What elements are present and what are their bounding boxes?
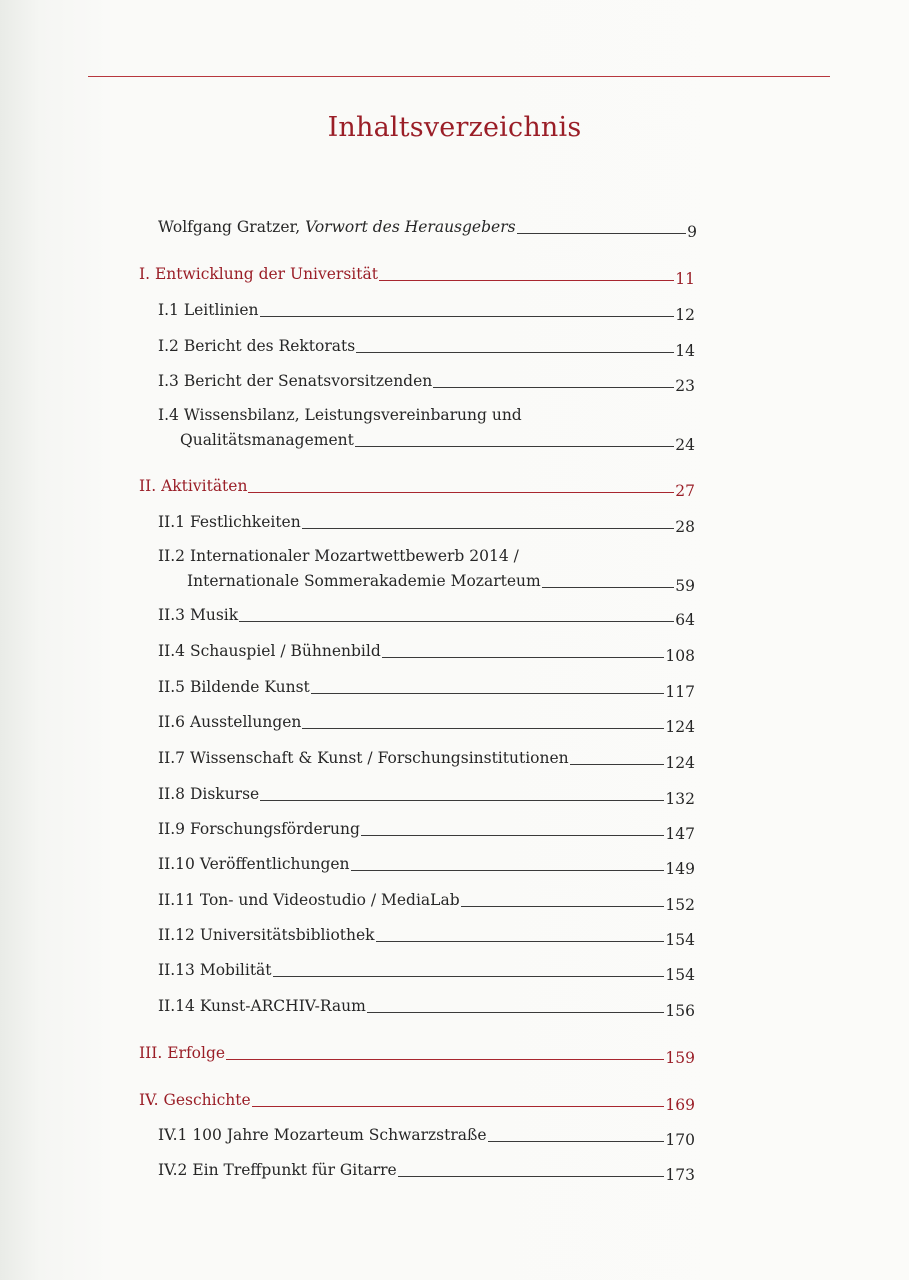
page-title: Inhaltsverzeichnis xyxy=(327,112,582,143)
toc-entry-label: II.9 Forschungsförderung xyxy=(158,820,360,838)
toc-entry-label: II.7 Wissenschaft & Kunst / Forschungsinstitutionen xyxy=(158,749,569,767)
toc-entry-label: II.12 Universitätsbibliothek xyxy=(158,926,375,944)
leader-line xyxy=(302,727,664,729)
toc-entry-preface[interactable] xyxy=(158,217,697,241)
leader-line xyxy=(367,1011,665,1013)
toc-section-ii[interactable] xyxy=(139,476,695,500)
toc-entry[interactable] xyxy=(158,854,695,878)
toc-page-number: 124 xyxy=(665,718,695,736)
toc-page-number: 64 xyxy=(675,611,695,629)
toc-entry[interactable] xyxy=(158,996,695,1020)
toc-page-number: 152 xyxy=(665,896,695,914)
toc-section-label: IV. Geschichte xyxy=(139,1091,251,1109)
toc-page-number: 23 xyxy=(675,377,695,395)
toc-entry[interactable] xyxy=(158,925,695,949)
toc-entry[interactable] xyxy=(158,512,695,536)
leader-line xyxy=(273,975,665,977)
toc-entry-label: II.13 Mobilität xyxy=(158,961,272,979)
toc-entry-label-line1: II.2 Internationaler Mozartwettbewerb 2014 / xyxy=(158,547,519,565)
toc-entry-label: II.5 Bildende Kunst xyxy=(158,678,310,696)
leader-line xyxy=(433,386,674,388)
leader-line xyxy=(542,586,675,588)
toc-entry[interactable] xyxy=(158,748,695,772)
leader-line xyxy=(398,1175,665,1177)
toc-page-number: 173 xyxy=(665,1166,695,1184)
leader-line xyxy=(379,279,674,281)
toc-entry-label-line2: Qualitätsmanagement xyxy=(180,431,354,449)
toc-page-number: 12 xyxy=(675,306,695,324)
toc-entry-label-line2: Internationale Sommerakademie Mozarteum xyxy=(187,572,541,590)
toc-entry[interactable] xyxy=(158,546,695,595)
toc-entry[interactable] xyxy=(158,1160,695,1184)
toc-page-number: 132 xyxy=(665,790,695,808)
toc-page-number: 27 xyxy=(675,482,695,500)
preface-author: Wolfgang Gratzer, xyxy=(158,218,301,236)
toc-entry[interactable] xyxy=(158,890,695,914)
toc-page-number: 159 xyxy=(665,1049,695,1067)
toc-page-number: 124 xyxy=(665,754,695,772)
leader-line xyxy=(355,445,674,447)
toc-entry-label xyxy=(158,217,516,237)
toc-entry-label: I.1 Leitlinien xyxy=(158,301,259,319)
leader-line xyxy=(302,527,675,529)
toc-entry[interactable] xyxy=(158,960,695,984)
toc-entry-label: II.3 Musik xyxy=(158,606,239,624)
toc-entry-label: II.4 Schauspiel / Bühnenbild xyxy=(158,642,381,660)
toc-entry[interactable] xyxy=(158,712,695,736)
toc-entry-label: II.1 Festlichkeiten xyxy=(158,513,301,531)
preface-title: Vorwort des Herausgebers xyxy=(305,218,516,236)
toc-entry-label-line1: I.4 Wissensbilanz, Leistungsvereinbarung und xyxy=(158,406,522,424)
toc-section-i[interactable] xyxy=(139,264,695,288)
toc-entry[interactable] xyxy=(158,336,695,360)
toc-entry-label: IV.1 100 Jahre Mozarteum Schwarzstraße xyxy=(158,1126,487,1144)
toc-section-label: II. Aktivitäten xyxy=(139,477,248,495)
toc-page-number: 170 xyxy=(665,1131,695,1149)
leader-line xyxy=(239,620,674,622)
toc-entry-label: II.6 Ausstellungen xyxy=(158,713,302,731)
toc-entry[interactable] xyxy=(158,784,695,808)
toc-entry[interactable] xyxy=(158,819,695,843)
toc-entry[interactable] xyxy=(158,405,695,454)
leader-line xyxy=(461,905,665,907)
toc-page-number: 108 xyxy=(665,647,695,665)
toc-entry-label: II.8 Diskurse xyxy=(158,785,260,803)
toc-section-iv[interactable] xyxy=(139,1090,695,1114)
toc-page-number: 14 xyxy=(675,342,695,360)
toc-page-number: 24 xyxy=(675,436,695,454)
leader-line xyxy=(356,351,674,353)
toc-entry-label: I.3 Bericht der Senatsvorsitzenden xyxy=(158,372,433,390)
leader-line xyxy=(351,869,665,871)
toc-page-number: 9 xyxy=(687,223,697,241)
leader-line xyxy=(252,1105,665,1107)
toc-entry[interactable] xyxy=(158,300,695,324)
toc-entry[interactable] xyxy=(158,1125,695,1149)
toc-entry-label: IV.2 Ein Treffpunkt für Gitarre xyxy=(158,1161,397,1179)
toc-page-number: 156 xyxy=(665,1002,695,1020)
toc-entry[interactable] xyxy=(158,677,695,701)
toc-entry-label: II.11 Ton- und Videostudio / MediaLab xyxy=(158,891,460,909)
leader-line xyxy=(260,799,664,801)
toc-entry[interactable] xyxy=(158,371,695,395)
toc-page-number: 154 xyxy=(665,966,695,984)
header-rule xyxy=(88,76,830,77)
toc-page-number: 154 xyxy=(665,931,695,949)
toc-page-number: 28 xyxy=(675,518,695,536)
toc-page-number: 117 xyxy=(665,683,695,701)
leader-line xyxy=(226,1058,664,1060)
leader-line xyxy=(570,763,665,765)
leader-line xyxy=(488,1140,665,1142)
toc-entry-label: I.2 Bericht des Rektorats xyxy=(158,337,356,355)
toc-page-number: 149 xyxy=(665,860,695,878)
toc-page-number: 59 xyxy=(675,577,695,595)
leader-line xyxy=(311,692,665,694)
leader-line xyxy=(382,656,665,658)
toc-entry[interactable] xyxy=(158,641,695,665)
toc-page-number: 169 xyxy=(665,1096,695,1114)
leader-line xyxy=(248,491,674,493)
toc-section-iii[interactable] xyxy=(139,1043,695,1067)
leader-line xyxy=(376,940,665,942)
leader-line xyxy=(260,315,675,317)
toc-entry-label: II.10 Veröffentlichungen xyxy=(158,855,350,873)
toc-section-label: III. Erfolge xyxy=(139,1044,226,1062)
leader-line xyxy=(517,232,687,234)
toc-page-number: 147 xyxy=(665,825,695,843)
toc-entry-label: II.14 Kunst-ARCHIV-Raum xyxy=(158,997,366,1015)
toc-section-label: I. Entwicklung der Universität xyxy=(139,265,378,283)
leader-line xyxy=(361,834,664,836)
toc-entry[interactable] xyxy=(158,605,695,629)
toc-page-number: 11 xyxy=(675,270,695,288)
